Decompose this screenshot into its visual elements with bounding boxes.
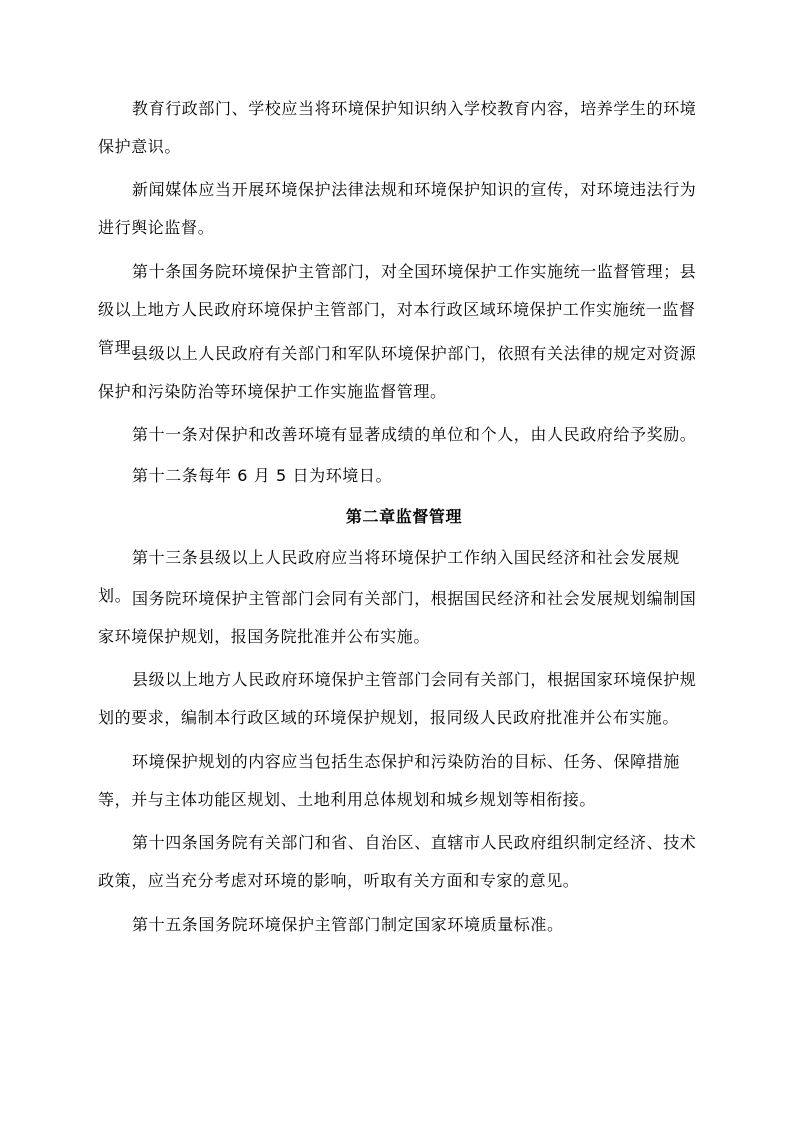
paragraph-article-13-local: 县级以上地方人民政府环境保护主管部门会同有关部门，根据国家环境保护规划的要求，编制本行政区域的环境保护规划，报同级人民政府批准并公布实施。 xyxy=(98,670,697,727)
paragraph-article-15: 第十五条国务院环境保护主管部门制定国家环境质量标准。 xyxy=(132,915,564,934)
paragraph-article-12: 第十二条每年 6 月 5 日为环境日。 xyxy=(132,466,393,485)
paragraph-article-10-cont: 县级以上人民政府有关部门和军队环境保护部门，依照有关法律的规定对资源保护和污染防治等环境保护工作实施监督管理。 xyxy=(98,344,697,401)
paragraph-article-11: 第十一条对保护和改善环境有显著成绩的单位和个人，由人民政府给予奖励。 xyxy=(132,425,697,444)
paragraph-article-14: 第十四条国务院有关部门和省、自治区、直辖市人民政府组织制定经济、技术政策，应当充分考虑对环境的影响，听取有关方面和专家的意见。 xyxy=(98,833,697,890)
paragraph-media: 新闻媒体应当开展环境保护法律法规和环境保护知识的宣传，对环境违法行为进行舆论监督。 xyxy=(98,180,697,237)
paragraph-article-10: 第十条国务院环境保护主管部门，对全国环境保护工作实施统一监督管理；县级以上地方人民政府环境保护主管部门，对本行政区域环境保护工作实施统一监督管理。 xyxy=(98,262,697,357)
paragraph-education: 教育行政部门、学校应当将环境保护知识纳入学校教育内容，培养学生的环境保护意识。 xyxy=(98,99,697,156)
paragraph-article-13-plan: 国务院环境保护主管部门会同有关部门，根据国民经济和社会发展规划编制国家环境保护规划，报国务院批准并公布实施。 xyxy=(98,589,697,646)
paragraph-article-13: 第十三条县级以上人民政府应当将环境保护工作纳入国民经济和社会发展规划。 xyxy=(98,548,680,605)
chapter-heading: 第二章监督管理 xyxy=(345,507,463,526)
paragraph-article-13-content: 环境保护规划的内容应当包括生态保护和污染防治的目标、任务、保障措施等，并与主体功能区规划、土地利用总体规划和城乡规划等相衔接。 xyxy=(98,752,680,809)
